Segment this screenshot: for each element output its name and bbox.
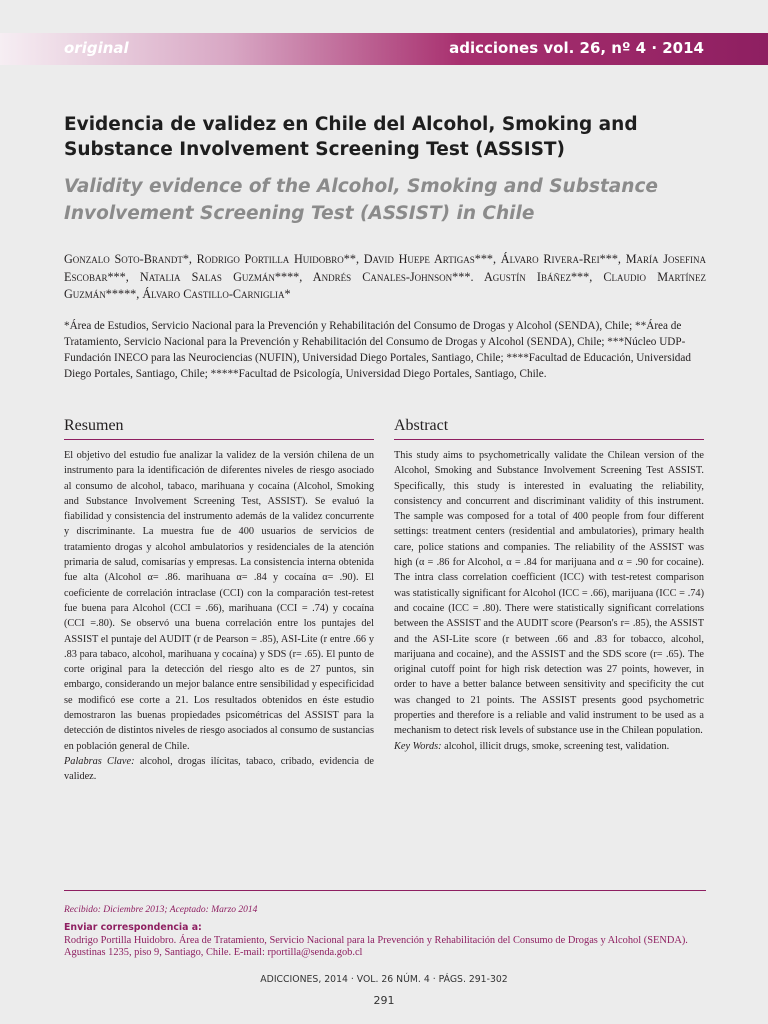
received-dates: Recibido: Diciembre 2013; Aceptado: Marzo 2014 (64, 905, 258, 915)
journal-citation-line: ADICCIONES, 2014 · VOL. 26 NÚM. 4 · PÁGS. 291-302 (260, 974, 508, 985)
abstract-heading: Abstract (394, 416, 704, 440)
journal-banner (0, 33, 768, 65)
resumen-section (64, 416, 374, 785)
abstract-keywords-label: Key Words: (394, 740, 442, 752)
correspondence-block (64, 922, 706, 960)
author-list: Gonzalo Soto-Brandt*, Rodrigo Portilla Huidobro**, David Huepe Artigas***, Álvaro Rivera-Rei***, María Josefina Escobar***, Natalia Salas Guzmán****, Andrés Canales-Johnson***. Agustín Ibáñez***, Claudio Martínez Guzmán*****, Álvaro Castillo-Carniglia* (64, 252, 706, 301)
abstract-keywords (394, 739, 704, 754)
resumen-keywords-label: Palabras Clave: (64, 755, 135, 767)
resumen-text: El objetivo del estudio fue analizar la validez de la versión chilena de un instrumento para la identificación de diferentes niveles de riesgo asociado al consumo de alcohol, tabaco, marihuana y cocaína (Alcohol, Smoking and Substance Involvement Screening Test, ASSIST). Se evaluó la fiabilidad y consistencia del instrumento además de la validez concurrente y discriminante. La muestra fue de 400 usuarios de servicios de tratamiento drogas y alcohol ambulatorios y residenciales de la atención primaria de salud, comisarías y empresas. La consistencia interna obtenida fue alta (Alcohol α= .86. marihuana α= .84 y cocaína α= .90). El coeficiente de correlación intraclase (CCI) con la comparación test-retest fue buena para Alcohol (CCI = .66), marihuana (CCI = .74) y cocaína (CCI =.80). Se observó una buena correlación entre los puntajes del ASSIST el puntaje del AUDIT (r de Pearson = .85), ASI-Lite (r entre .66 y .83 para tabaco, alcohol, marihuana y cocaína) y SDS (r= .65). El punto de corte original para la detección del riesgo alto es de 27 puntos, sin embargo, considerando un mejor balance entre sensibilidad y especificidad se modificó ese corte a 21. Los resultados obtenidos en éste estudio demostraron las buenas propiedades psicométricas del ASSIST para la detección de distintos niveles de riesgo asociados al consumo de sustancias en población general de Chile. (64, 450, 374, 752)
journal-issue-label: adicciones vol. 26, nº 4 · 2014 (449, 39, 704, 57)
article-title: Evidencia de validez en Chile del Alcohol, Smoking and Substance Involvement Screening Test (ASSIST) (64, 114, 638, 160)
resumen-keywords (64, 754, 374, 785)
affiliations: *Área de Estudios, Servicio Nacional para la Prevención y Rehabilitación del Consumo de Drogas y Alcohol (SENDA), Chile; **Área de Tratamiento, Servicio Nacional para la Prevención y Rehabilitación del Consumo de Drogas y Alcohol (SENDA), Chile; ***Núcleo UDP-Fundación INECO para las Neurociencias (NUFIN), Universidad Diego Portales, Santiago, Chile; ****Facultad de Educación, Universidad Diego Portales, Santiago, Chile; *****Facultad de Psicología, Universidad Diego Portales, Santiago, Chile. (64, 320, 691, 381)
resumen-keywords-text: alcohol, drogas ilícitas, tabaco, cribado, evidencia de validez. (64, 755, 375, 783)
correspondence-heading: Enviar correspondencia a: (64, 922, 202, 933)
resumen-heading: Resumen (64, 416, 374, 440)
abstract-section (394, 416, 704, 754)
abstract-text: This study aims to psychometrically validate the Chilean version of the Alcohol, Smoking and Substance Involvement Screening Test ASSIST. Specifically, this study is interested in evaluating the reliability, consistency and concurrent and discriminant validity of this instrument. The sample was composed for a total of 400 people from four different settings: treatment centers (residential and ambulatories), primary health care, police stations and companies. The reliability of the ASSIST was high (α = .86 for Alcohol, α = .84 for marijuana and α = .90 for cocaine). The intra class correlation coefficient (ICC) with test-retest comparison was statistically significant for Alcohol (ICC = .66), marijuana (ICC = .74) and cocaine (ICC = .80). There were statistically significant correlations between the ASSIST and the AUDIT score (Pearson's r= .85), the ASSIST and the ASI-Lite score (r between .66 and .83 for tobacco, alcohol, marijuana and cocaine), and the ASSIST and the SDS score (r= .65). The original cutoff point for high risk detection was 27 points, however, in order to have a better balance between sensitivity and specificity the cut was changed to 21 points. The ASSIST presents good psychometric properties and therefore is a reliable and valid instrument to be used as a mechanism to detect risk levels of substance use in the Chilean population. (394, 450, 704, 737)
footer-divider (64, 890, 706, 891)
correspondence-text: Rodrigo Portilla Huidobro. Área de Tratamiento, Servicio Nacional para la Prevención y Rehabilitación del Consumo de Drogas y Alcohol (SENDA). Agustinas 1235, piso 9, Santiago, Chile. E-mail: rportilla@senda.gob.cl (64, 934, 688, 958)
page-number: 291 (373, 994, 395, 1007)
abstract-keywords-text: alcohol, illicit drugs, smoke, screening test, validation. (444, 740, 670, 752)
article-subtitle: Validity evidence of the Alcohol, Smoking and Substance Involvement Screening Test (ASSIST) in Chile (64, 176, 658, 224)
section-label: original (64, 39, 129, 57)
